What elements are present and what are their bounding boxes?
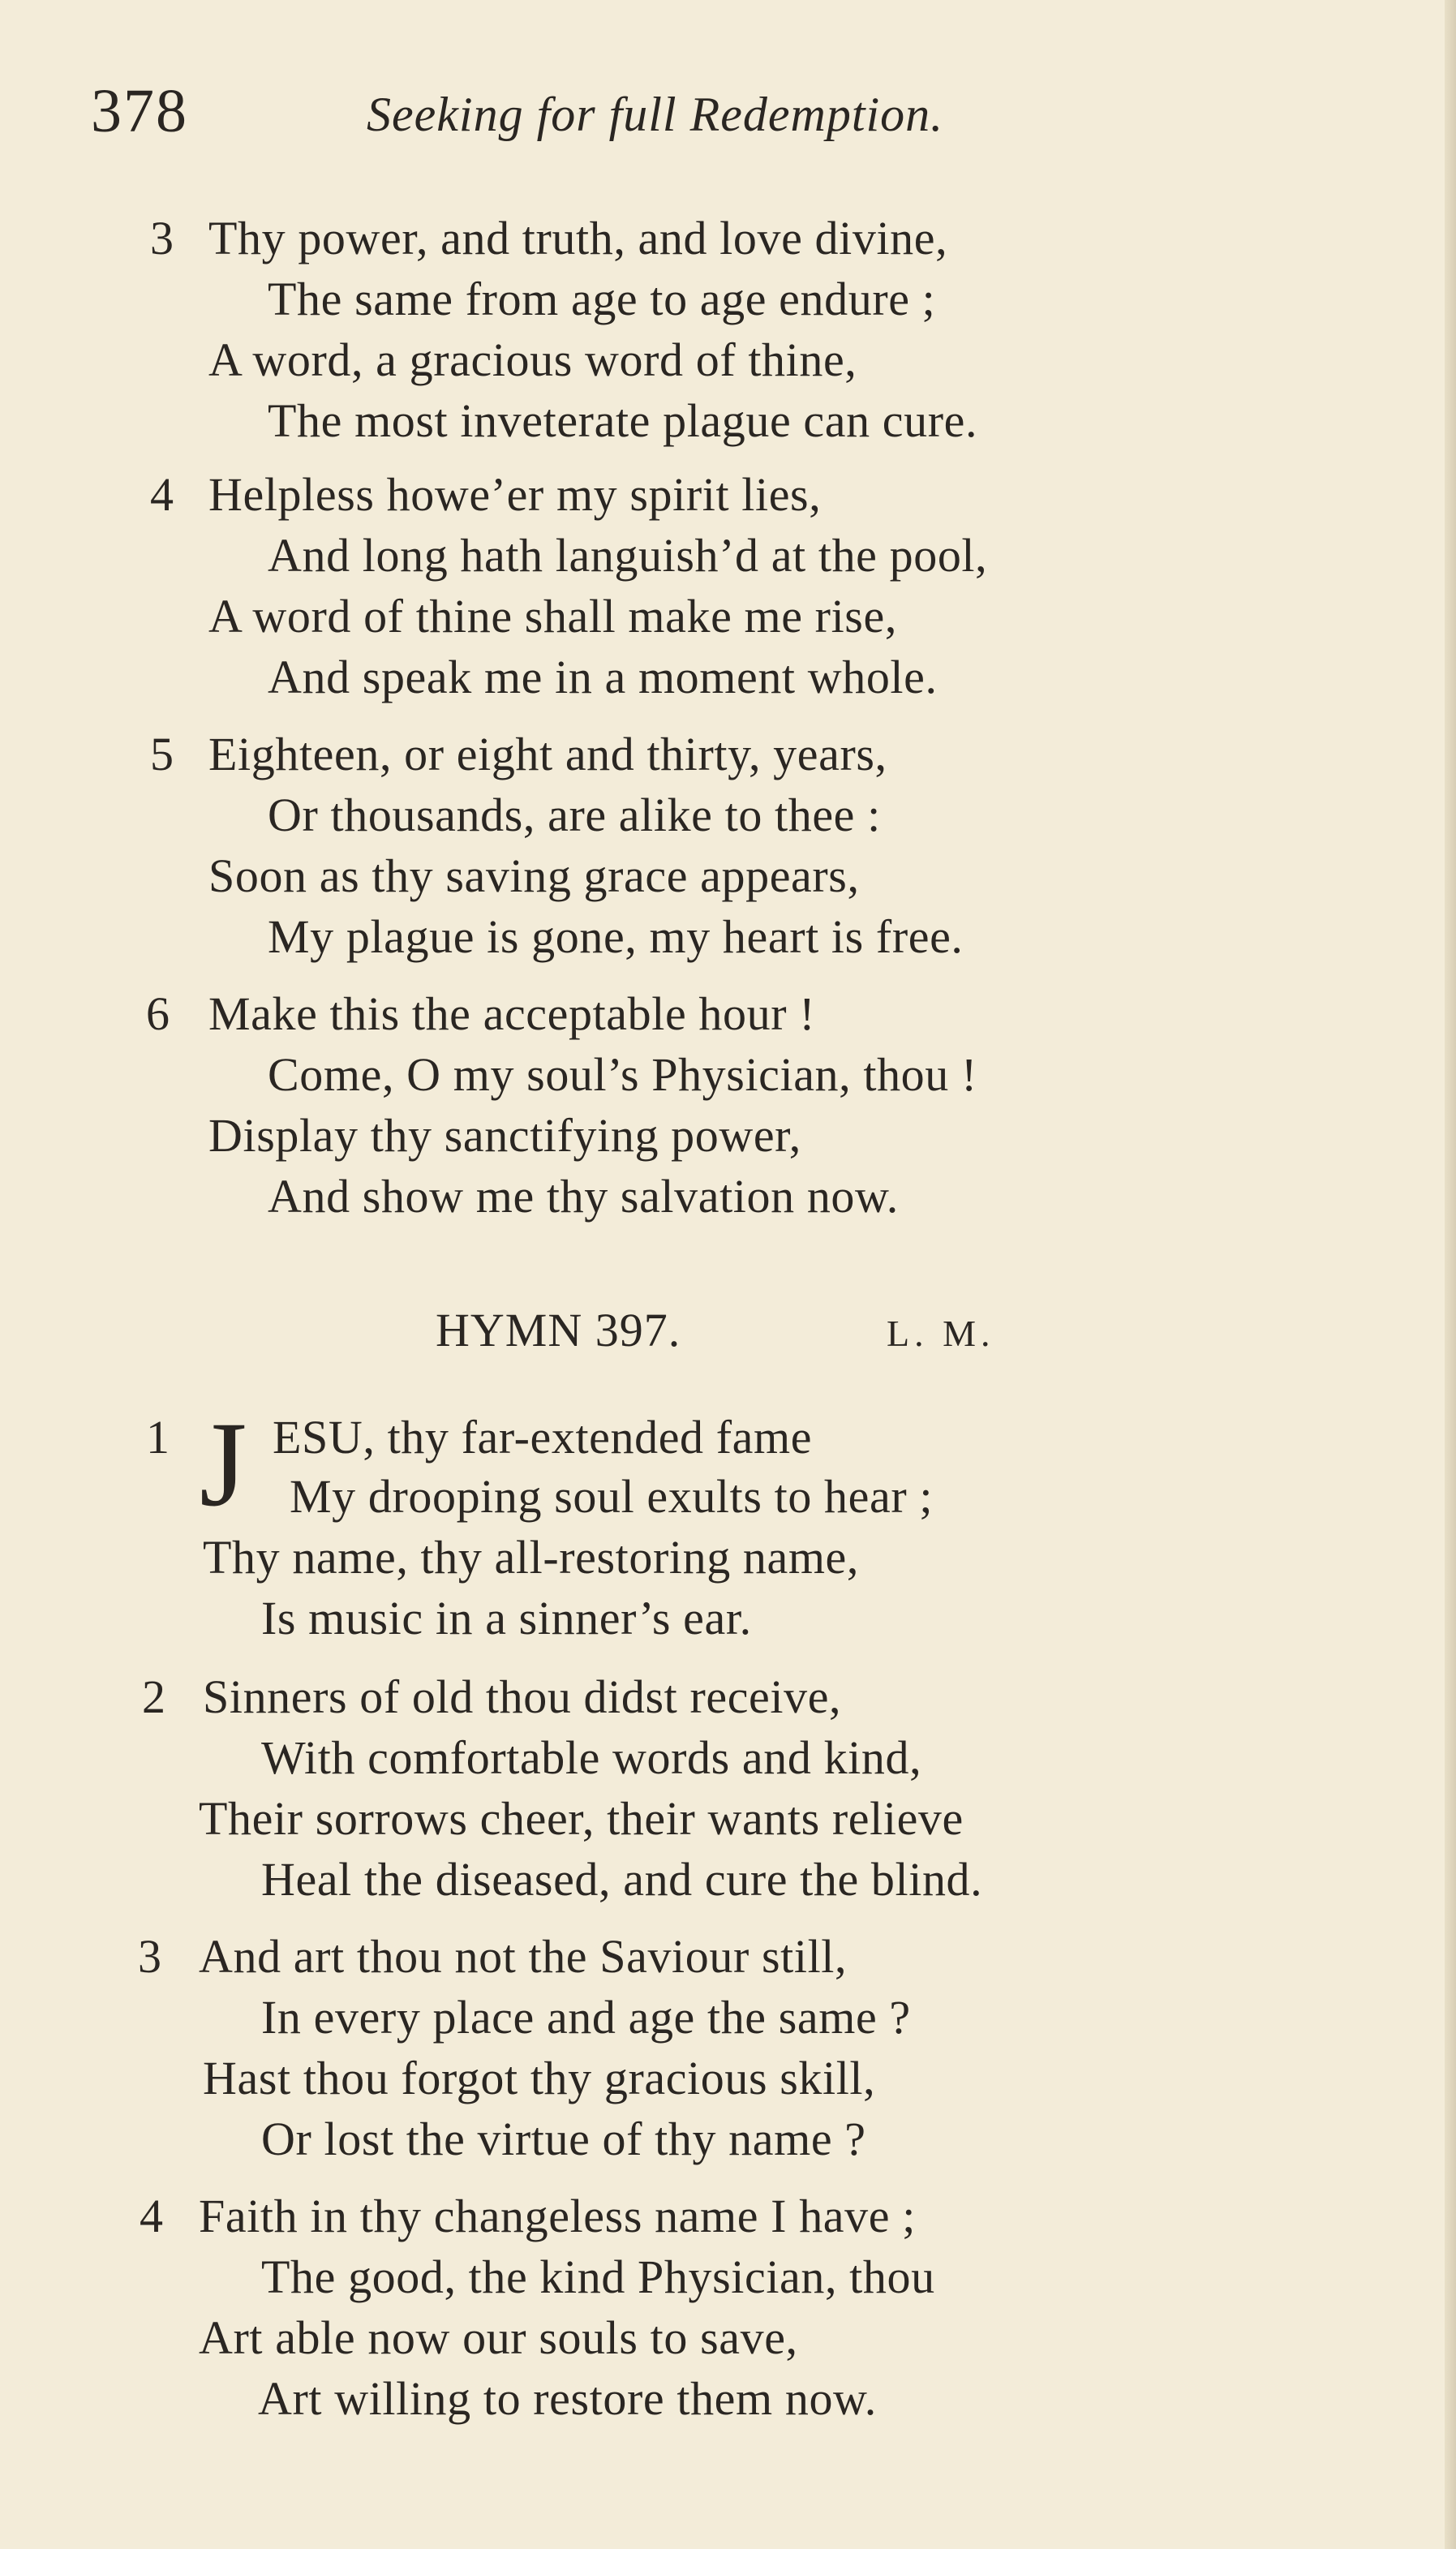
stanza-number: 4: [150, 468, 174, 521]
stanza-number: 5: [150, 728, 174, 780]
verse-line: Make this the acceptable hour !: [208, 987, 816, 1040]
verse-line: Thy power, and truth, and love divine,: [208, 212, 948, 264]
drop-cap: J: [200, 1397, 247, 1532]
verse-line: Thy name, thy all-restoring name,: [203, 1531, 860, 1584]
verse-line: My plague is gone, my heart is free.: [268, 910, 964, 963]
running-title: Seeking for full Redemption.: [367, 88, 944, 141]
verse-line: Eighteen, or eight and thirty, years,: [208, 728, 887, 780]
stanza-number: 6: [146, 987, 170, 1040]
verse-line: Sinners of old thou didst receive,: [203, 1670, 842, 1723]
stanza-number: 3: [150, 212, 174, 264]
verse-line: With comfortable words and kind,: [261, 1731, 922, 1784]
page-header: [0, 75, 1456, 148]
stanza-number: 1: [146, 1411, 170, 1464]
hymn-title: HYMN 397.: [436, 1304, 681, 1356]
verse-line: And long hath languish’d at the pool,: [268, 529, 988, 582]
verse-line: Their sorrows cheer, their wants relieve: [199, 1792, 964, 1845]
verse-line: Display thy sanctifying power,: [208, 1109, 801, 1162]
verse-line: Is music in a sinner’s ear.: [261, 1592, 752, 1644]
verse-line: My drooping soul exults to hear ;: [290, 1470, 934, 1523]
verse-line: Or thousands, are alike to thee :: [268, 789, 881, 841]
verse-line: A word of thine shall make me rise,: [208, 590, 897, 643]
hymn-meter: L. M.: [887, 1313, 995, 1354]
stanza-number: 3: [138, 1930, 161, 1983]
page-number: 378: [91, 77, 188, 145]
verse-line: The same from age to age endure ;: [268, 273, 936, 325]
verse-line: Heal the diseased, and cure the blind.: [261, 1853, 983, 1906]
verse-line: Soon as thy saving grace appears,: [208, 849, 860, 902]
verse-line: The good, the kind Physician, thou: [261, 2250, 935, 2303]
verse-line: Faith in thy changeless name I have ;: [199, 2190, 916, 2242]
verse-line: Or lost the virtue of thy name ?: [261, 2113, 866, 2165]
page-edge: [1445, 0, 1456, 2549]
verse-line: Helpless howe’er my spirit lies,: [208, 468, 822, 521]
verse-line: And art thou not the Saviour still,: [199, 1930, 848, 1983]
verse-line: Hast thou forgot thy gracious skill,: [203, 2052, 876, 2104]
verse-line: Come, O my soul’s Physician, thou !: [268, 1048, 977, 1101]
verse-line: Art able now our souls to save,: [199, 2311, 798, 2364]
verse-line: A word, a gracious word of thine,: [208, 333, 857, 386]
verse-line: And show me thy salvation now.: [268, 1170, 899, 1223]
verse-line: And speak me in a moment whole.: [268, 651, 938, 703]
stanza-number: 4: [140, 2190, 163, 2242]
verse-line: Art willing to restore them now.: [258, 2372, 877, 2425]
stanza-number: 2: [142, 1670, 165, 1723]
verse-line: In every place and age the same ?: [261, 1991, 911, 2044]
verse-line: The most inveterate plague can cure.: [268, 394, 978, 447]
hymn-heading: [0, 1298, 1456, 1363]
verse-line: ESU, thy far-extended fame: [273, 1411, 813, 1464]
